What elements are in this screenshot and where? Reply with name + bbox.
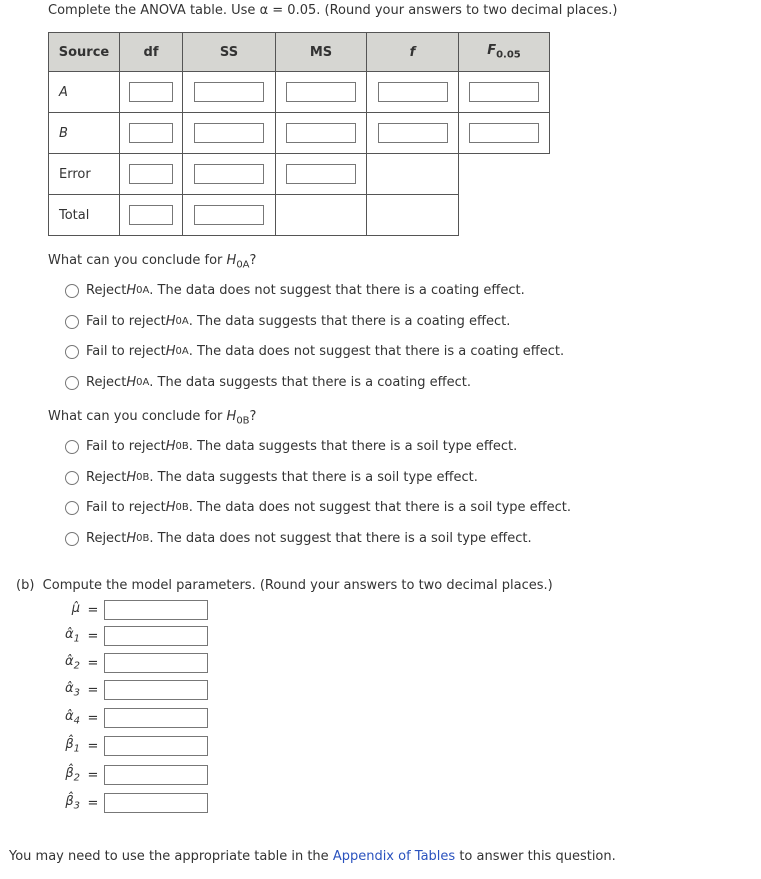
cell-f	[367, 113, 459, 154]
f-input-b[interactable]	[378, 123, 448, 143]
qa-prompt-pre: What can you conclude for	[48, 253, 227, 268]
radio-button[interactable]	[65, 501, 79, 515]
param-symbol: $\betâ_3$	[65, 794, 80, 812]
beta1-hat-input[interactable]	[104, 736, 208, 756]
appendix-link[interactable]: Appendix of Tables	[332, 849, 456, 864]
question-b-option[interactable]	[65, 439, 517, 454]
f-input-a[interactable]	[378, 82, 448, 102]
part-b-text: Compute the model parameters. (Round your answers to two decimal places.)	[42, 578, 553, 593]
option-sub: 0B	[136, 533, 150, 544]
cell-ss	[183, 154, 276, 195]
cell-ms	[276, 113, 367, 154]
option-pre: Fail to reject	[86, 314, 166, 329]
param-symbol: μ̂	[71, 601, 80, 617]
option-sub: 0B	[175, 441, 189, 452]
row-label-a	[49, 72, 120, 113]
cell-crit	[459, 113, 550, 154]
qa-sub: 0A	[236, 259, 250, 271]
table-row	[49, 72, 550, 113]
option-h: H	[165, 314, 176, 329]
option-pre: Reject	[86, 283, 127, 298]
cell-df	[120, 154, 183, 195]
radio-button[interactable]	[65, 440, 79, 454]
radio-button[interactable]	[65, 471, 79, 485]
header-ms: MS	[276, 33, 367, 72]
radio-button[interactable]	[65, 376, 79, 390]
radio-button[interactable]	[65, 284, 79, 298]
alpha4-hat-input[interactable]	[104, 708, 208, 728]
option-sub: 0A	[136, 285, 150, 296]
table-row	[49, 195, 550, 236]
cell-blank	[459, 154, 550, 195]
row-label-b-text: B	[59, 125, 68, 141]
ss-input-error[interactable]	[194, 164, 264, 184]
question-b-option[interactable]	[65, 531, 532, 546]
cell-df	[120, 113, 183, 154]
option-h: H	[126, 531, 137, 546]
radio-button[interactable]	[65, 315, 79, 329]
beta3-hat-input[interactable]	[104, 793, 208, 813]
question-a-option[interactable]	[65, 314, 510, 329]
option-h: H	[165, 439, 176, 454]
header-f-crit	[459, 33, 550, 72]
cell-empty	[367, 154, 459, 195]
equals-sign: =	[87, 767, 99, 783]
equals-sign: =	[87, 602, 99, 618]
param-row	[40, 653, 208, 673]
qb-h: H	[226, 409, 237, 424]
row-label-a-text: A	[59, 84, 68, 100]
df-input-total[interactable]	[129, 205, 173, 225]
option-sub: 0A	[175, 346, 189, 357]
param-symbol: $\alphâ_2$	[65, 654, 80, 672]
cell-blank	[459, 195, 550, 236]
param-row	[40, 626, 208, 646]
option-sub: 0B	[136, 472, 150, 483]
row-label-b	[49, 113, 120, 154]
equals-sign: =	[87, 655, 99, 671]
option-h: H	[126, 470, 137, 485]
param-row	[40, 765, 208, 785]
question-a-option[interactable]	[65, 375, 471, 390]
beta2-hat-input[interactable]	[104, 765, 208, 785]
part-b-label: (b)	[16, 578, 35, 593]
param-symbol: $\alphâ_4$	[65, 709, 80, 727]
param-row	[40, 600, 208, 620]
cell-empty	[276, 195, 367, 236]
header-f	[367, 33, 459, 72]
ss-input-total[interactable]	[194, 205, 264, 225]
part-b-heading	[16, 578, 553, 593]
row-label-error: Error	[49, 154, 120, 195]
df-input-b[interactable]	[129, 123, 173, 143]
option-pre: Fail to reject	[86, 500, 166, 515]
cell-ss	[183, 113, 276, 154]
cell-df	[120, 195, 183, 236]
cell-empty	[367, 195, 459, 236]
df-input-a[interactable]	[129, 82, 173, 102]
param-symbol: $\betâ_2$	[65, 766, 80, 784]
header-f-label: f	[409, 44, 416, 60]
cell-df	[120, 72, 183, 113]
option-h: H	[165, 344, 176, 359]
header-source: Source	[49, 33, 120, 72]
cell-ss	[183, 72, 276, 113]
table-header-row	[49, 33, 550, 72]
option-post: . The data suggests that there is a coating effect.	[188, 314, 511, 329]
alpha1-hat-input[interactable]	[104, 626, 208, 646]
qa-prompt-post: ?	[249, 253, 257, 268]
equals-sign: =	[87, 795, 99, 811]
option-post: . The data suggests that there is a coating effect.	[149, 375, 471, 390]
table-row	[49, 154, 550, 195]
equals-sign: =	[87, 628, 99, 644]
instruction-text: Complete the ANOVA table. Use α = 0.05. (Round your answers to two decimal places.)	[48, 3, 618, 18]
param-row	[40, 708, 208, 728]
option-post: . The data suggests that there is a soil type effect.	[149, 470, 478, 485]
option-h: H	[165, 500, 176, 515]
df-input-error[interactable]	[129, 164, 173, 184]
table-row	[49, 113, 550, 154]
header-f-crit-sub: 0.05	[496, 49, 521, 61]
question-a-option[interactable]	[65, 344, 564, 359]
option-pre: Reject	[86, 470, 127, 485]
equals-sign: =	[87, 682, 99, 698]
option-pre: Fail to reject	[86, 344, 166, 359]
option-post: . The data does not suggest that there is a soil type effect.	[188, 500, 572, 515]
question-b-option[interactable]	[65, 500, 571, 515]
param-row	[40, 680, 208, 700]
cell-crit	[459, 72, 550, 113]
option-h: H	[126, 375, 137, 390]
header-df: df	[120, 33, 183, 72]
question-a-prompt	[48, 253, 256, 271]
param-symbol: $\alphâ_3$	[65, 681, 80, 699]
option-post: . The data does not suggest that there is a soil type effect.	[149, 531, 532, 546]
alpha2-hat-input[interactable]	[104, 653, 208, 673]
footer-pre: You may need to use the appropriate table in the	[9, 849, 333, 864]
footer-post: to answer this question.	[455, 849, 616, 864]
ss-input-b[interactable]	[194, 123, 264, 143]
anova-table	[48, 32, 550, 236]
option-sub: 0B	[175, 502, 189, 513]
option-post: . The data does not suggest that there is a coating effect.	[188, 344, 565, 359]
radio-button[interactable]	[65, 532, 79, 546]
cell-f	[367, 72, 459, 113]
option-sub: 0A	[136, 377, 150, 388]
param-row	[40, 736, 208, 756]
ms-input-b[interactable]	[286, 123, 356, 143]
question-a-option[interactable]	[65, 283, 525, 298]
param-symbol: $\betâ_1$	[65, 737, 80, 755]
option-post: . The data does not suggest that there is a coating effect.	[149, 283, 525, 298]
radio-button[interactable]	[65, 345, 79, 359]
option-pre: Reject	[86, 375, 127, 390]
ms-input-a[interactable]	[286, 82, 356, 102]
cell-ss	[183, 195, 276, 236]
param-row	[40, 793, 208, 813]
equals-sign: =	[87, 710, 99, 726]
question-b-prompt	[48, 409, 256, 427]
row-label-total: Total	[49, 195, 120, 236]
qb-prompt-pre: What can you conclude for	[48, 409, 227, 424]
fcrit-input-b[interactable]	[469, 123, 539, 143]
equals-sign: =	[87, 738, 99, 754]
qa-h: H	[226, 253, 237, 268]
qb-prompt-post: ?	[249, 409, 257, 424]
option-h: H	[126, 283, 137, 298]
fcrit-input-a[interactable]	[469, 82, 539, 102]
cell-ms	[276, 154, 367, 195]
option-sub: 0A	[175, 316, 189, 327]
header-ss: SS	[183, 33, 276, 72]
cell-ms	[276, 72, 367, 113]
header-f-crit-main: F	[487, 43, 497, 59]
ms-input-error[interactable]	[286, 164, 356, 184]
mu-hat-input[interactable]	[104, 600, 208, 620]
question-b-option[interactable]	[65, 470, 478, 485]
footer-note	[9, 849, 616, 864]
option-pre: Reject	[86, 531, 127, 546]
option-pre: Fail to reject	[86, 439, 166, 454]
option-post: . The data suggests that there is a soil type effect.	[188, 439, 518, 454]
qb-sub: 0B	[236, 415, 250, 427]
alpha3-hat-input[interactable]	[104, 680, 208, 700]
param-symbol: $\alphâ_1$	[65, 627, 80, 645]
ss-input-a[interactable]	[194, 82, 264, 102]
